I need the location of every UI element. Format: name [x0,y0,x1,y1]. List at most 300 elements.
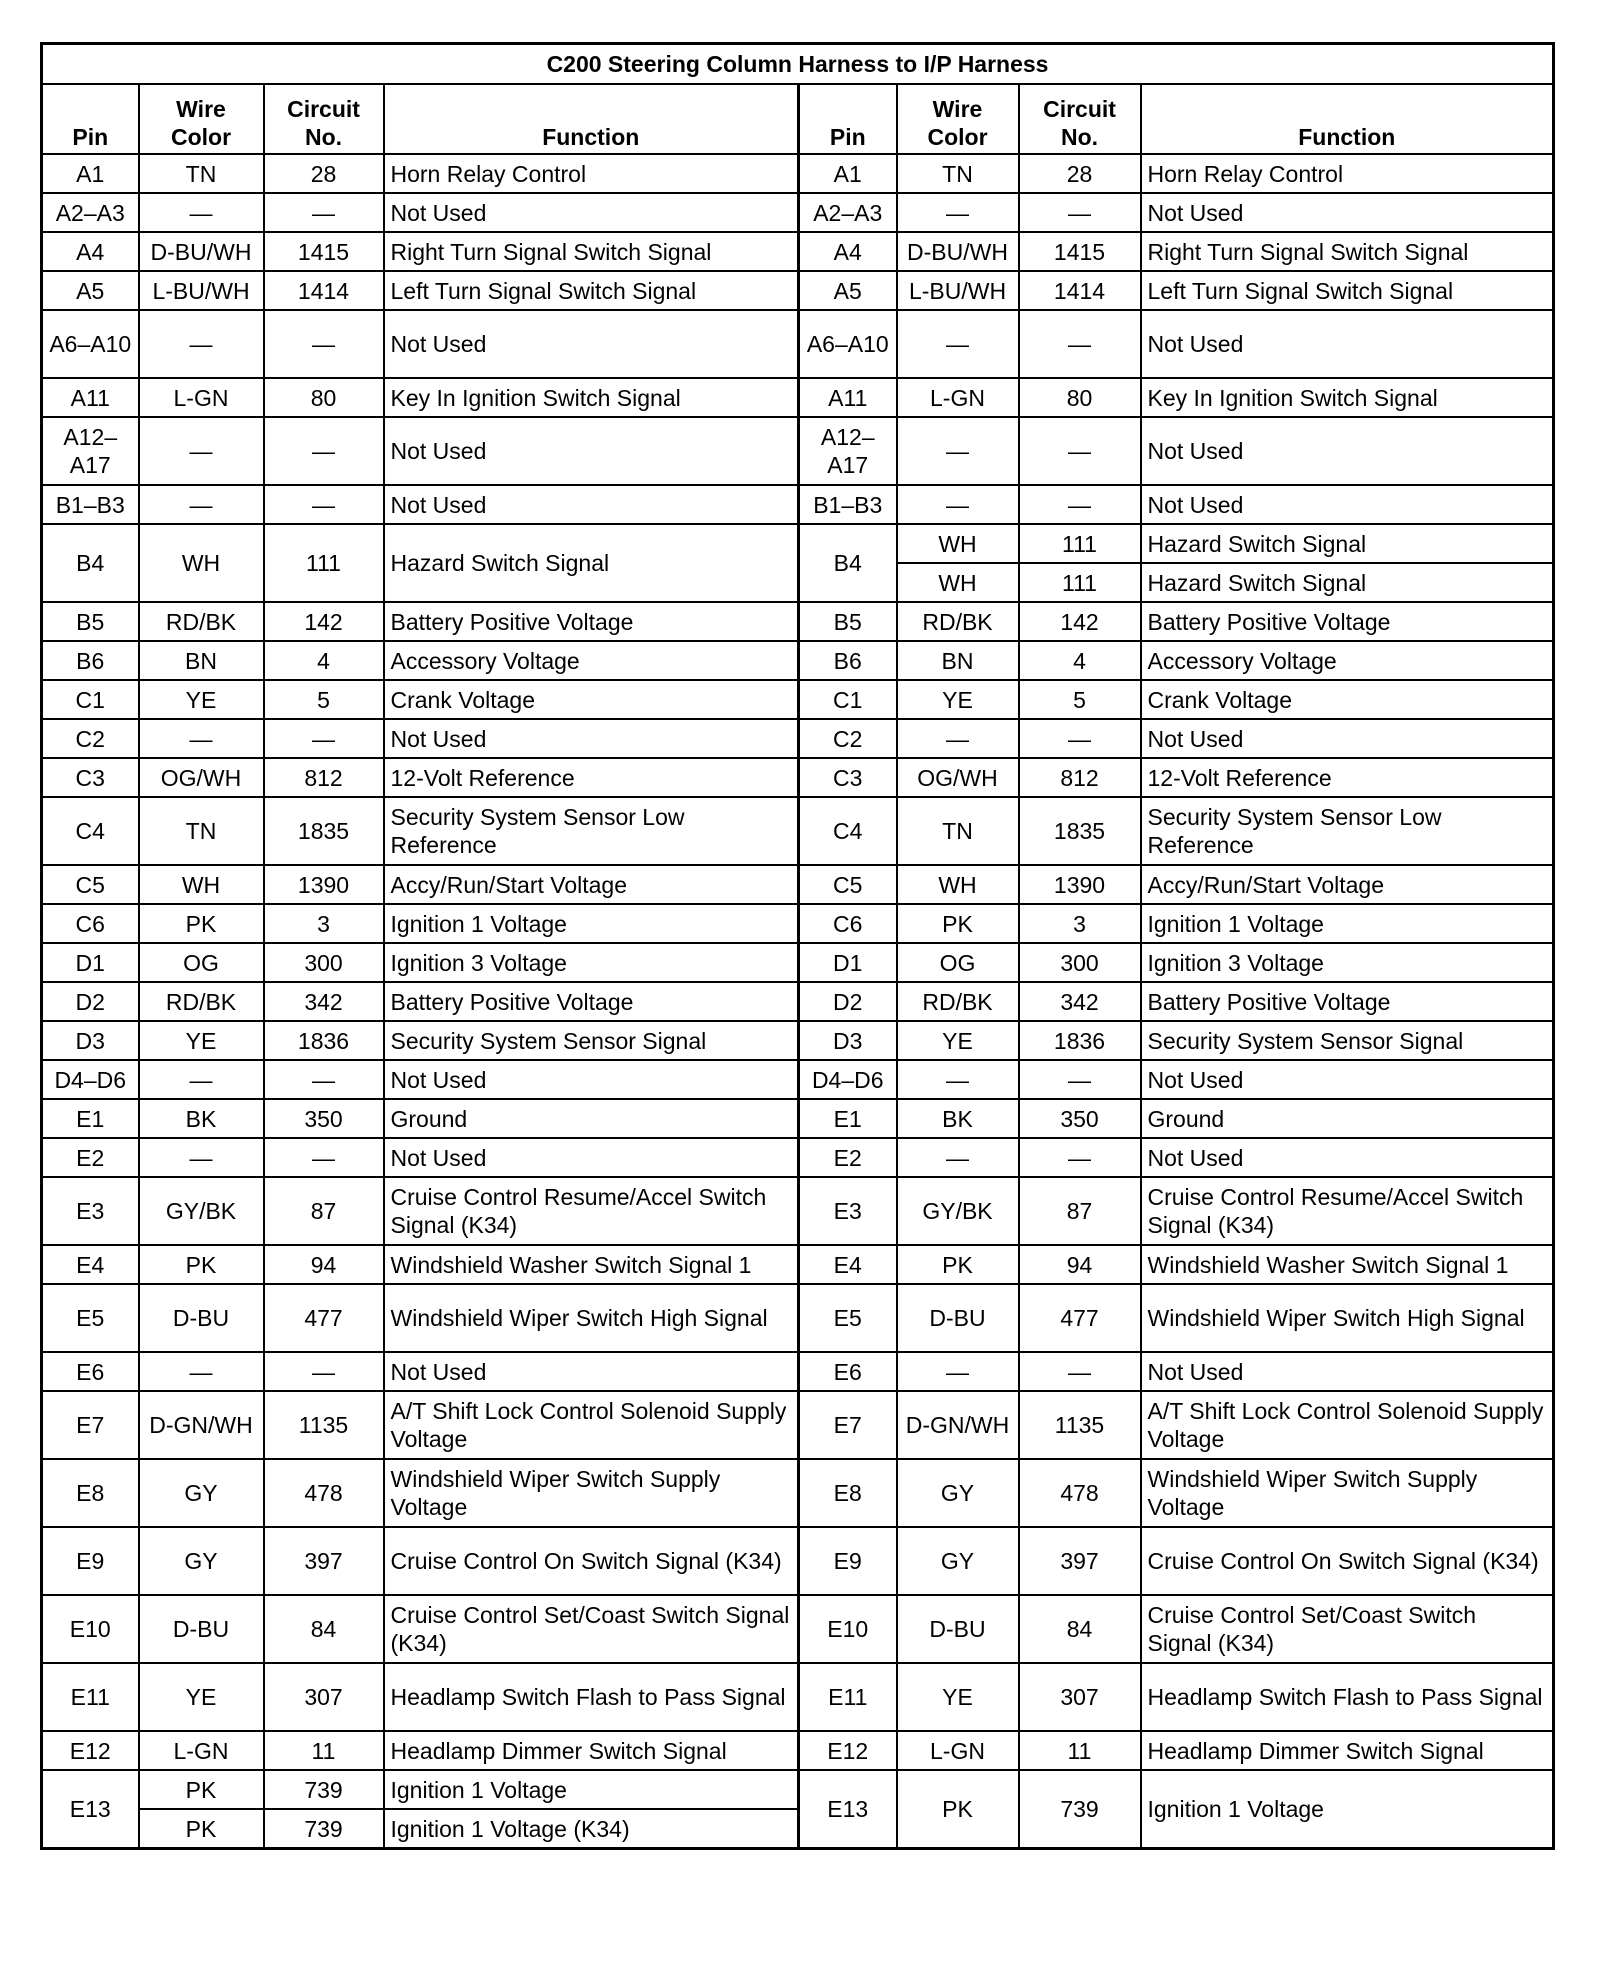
table-row [42,232,1554,271]
function-cell: Crank Voltage [1141,680,1554,719]
pin-cell: E7 [42,1391,139,1459]
wire-color-cell: YE [139,1021,264,1060]
function-cell: Windshield Washer Switch Signal 1 [384,1245,799,1284]
wire-color-cell: WH [897,563,1019,602]
header-function: Function [384,84,799,154]
table-row [42,524,1554,563]
wire-color-cell: TN [897,154,1019,193]
function-cell: Ground [384,1099,799,1138]
pin-cell: D2 [799,982,897,1021]
wire-color-cell: — [897,417,1019,485]
circuit-cell: 1390 [1019,865,1141,904]
pin-cell: E8 [799,1459,897,1527]
wire-color-cell: — [139,1060,264,1099]
pin-cell: A4 [42,232,139,271]
function-cell: Security System Sensor Signal [1141,1021,1554,1060]
table-row [42,865,1554,904]
circuit-cell: 478 [264,1459,384,1527]
pin-cell: A2–A3 [799,193,897,232]
function-cell: Horn Relay Control [384,154,799,193]
circuit-cell: 1835 [264,797,384,865]
circuit-cell: 80 [1019,378,1141,417]
pin-cell: C4 [799,797,897,865]
pinout-sheet [40,42,1552,1850]
circuit-cell: — [1019,193,1141,232]
wire-color-cell: GY/BK [897,1177,1019,1245]
pin-cell: E3 [799,1177,897,1245]
header-circuit-no: Circuit No. [1019,84,1141,154]
circuit-cell: 5 [1019,680,1141,719]
pin-cell: E6 [42,1352,139,1391]
pin-cell: E11 [799,1663,897,1731]
function-cell: Battery Positive Voltage [384,602,799,641]
pin-cell: E4 [42,1245,139,1284]
wire-color-cell: WH [897,865,1019,904]
table-row [42,1595,1554,1663]
header-pin: Pin [42,84,139,154]
function-cell: Hazard Switch Signal [1141,563,1554,602]
wire-color-cell: WH [139,524,264,602]
wire-color-cell: — [897,719,1019,758]
function-cell: Cruise Control Set/Coast Switch Signal (K34) [1141,1595,1554,1663]
wire-color-cell: BK [139,1099,264,1138]
table-row [42,943,1554,982]
wire-color-cell: — [139,417,264,485]
circuit-cell: 87 [1019,1177,1141,1245]
wire-color-cell: TN [139,154,264,193]
circuit-cell: 1835 [1019,797,1141,865]
wire-color-cell: PK [897,1245,1019,1284]
wire-color-cell: — [139,719,264,758]
pin-cell: B6 [799,641,897,680]
function-cell: Cruise Control Resume/Accel Switch Signal (K34) [1141,1177,1554,1245]
function-cell: Windshield Wiper Switch High Signal [1141,1284,1554,1352]
function-cell: Not Used [1141,417,1554,485]
pin-cell: B5 [42,602,139,641]
wire-color-cell: D-BU [897,1595,1019,1663]
pin-cell: B4 [42,524,139,602]
wire-color-cell: YE [897,1663,1019,1731]
circuit-cell: — [1019,1060,1141,1099]
table-row [42,680,1554,719]
circuit-cell: — [1019,485,1141,524]
pin-cell: E12 [799,1731,897,1770]
pin-cell: E8 [42,1459,139,1527]
table-row [42,1245,1554,1284]
pin-cell: C5 [42,865,139,904]
table-row [42,1770,1554,1809]
function-cell: Windshield Washer Switch Signal 1 [1141,1245,1554,1284]
circuit-cell: 350 [264,1099,384,1138]
function-cell: Ignition 1 Voltage [384,1770,799,1809]
circuit-cell: 3 [1019,904,1141,943]
circuit-cell: 342 [1019,982,1141,1021]
table-row [42,758,1554,797]
table-row [42,271,1554,310]
function-cell: Cruise Control On Switch Signal (K34) [384,1527,799,1595]
wire-color-cell: D-BU/WH [897,232,1019,271]
function-cell: Security System Sensor Low Reference [384,797,799,865]
wire-color-cell: TN [139,797,264,865]
table-row [42,797,1554,865]
function-cell: Headlamp Switch Flash to Pass Signal [384,1663,799,1731]
circuit-cell: 28 [1019,154,1141,193]
pin-cell: B1–B3 [799,485,897,524]
function-cell: Not Used [1141,485,1554,524]
circuit-cell: — [264,485,384,524]
pin-cell: B4 [799,524,897,602]
table-title: C200 Steering Column Harness to I/P Harness [42,44,1554,85]
table-row [42,1527,1554,1595]
wire-color-cell: L-BU/WH [897,271,1019,310]
circuit-cell: — [264,1352,384,1391]
pin-cell: E10 [42,1595,139,1663]
function-cell: Windshield Wiper Switch Supply Voltage [1141,1459,1554,1527]
circuit-cell: 80 [264,378,384,417]
wire-color-cell: PK [139,1770,264,1809]
wire-color-cell: OG [139,943,264,982]
table-row [42,1459,1554,1527]
pin-cell: C6 [799,904,897,943]
pin-cell: D2 [42,982,139,1021]
circuit-cell: 11 [1019,1731,1141,1770]
function-cell: Cruise Control Resume/Accel Switch Signal (K34) [384,1177,799,1245]
wire-color-cell: L-GN [897,378,1019,417]
pin-cell: D3 [42,1021,139,1060]
wire-color-cell: WH [897,524,1019,563]
header-pin: Pin [799,84,897,154]
header-wire-color: Wire Color [897,84,1019,154]
pin-cell: D4–D6 [42,1060,139,1099]
function-cell: Hazard Switch Signal [384,524,799,602]
wire-color-cell: GY [897,1527,1019,1595]
circuit-cell: — [1019,310,1141,378]
function-cell: Not Used [384,193,799,232]
wire-color-cell: OG/WH [897,758,1019,797]
function-cell: Not Used [384,1060,799,1099]
table-row [42,1177,1554,1245]
circuit-cell: 739 [264,1809,384,1849]
function-cell: Not Used [1141,1060,1554,1099]
function-cell: Ground [1141,1099,1554,1138]
function-cell: Cruise Control On Switch Signal (K34) [1141,1527,1554,1595]
wire-color-cell: L-BU/WH [139,271,264,310]
function-cell: Headlamp Dimmer Switch Signal [384,1731,799,1770]
function-cell: 12-Volt Reference [384,758,799,797]
circuit-cell: — [264,193,384,232]
pin-cell: C2 [42,719,139,758]
wire-color-cell: PK [139,1809,264,1849]
wire-color-cell: TN [897,797,1019,865]
function-cell: Not Used [1141,1138,1554,1177]
table-row [42,485,1554,524]
function-cell: Security System Sensor Signal [384,1021,799,1060]
function-cell: Ignition 1 Voltage [1141,904,1554,943]
wire-color-cell: — [139,1138,264,1177]
pinout-rows [42,154,1554,1849]
circuit-cell: 5 [264,680,384,719]
wire-color-cell: — [139,485,264,524]
function-cell: Accessory Voltage [1141,641,1554,680]
circuit-cell: 397 [264,1527,384,1595]
function-cell: Not Used [1141,310,1554,378]
function-cell: Not Used [1141,1352,1554,1391]
pin-cell: B6 [42,641,139,680]
circuit-cell: 1135 [1019,1391,1141,1459]
pin-cell: A12–A17 [799,417,897,485]
circuit-cell: 1414 [1019,271,1141,310]
pin-cell: E5 [42,1284,139,1352]
wire-color-cell: D-BU [897,1284,1019,1352]
pin-cell: E1 [799,1099,897,1138]
pin-cell: D4–D6 [799,1060,897,1099]
function-cell: Cruise Control Set/Coast Switch Signal (K34) [384,1595,799,1663]
pin-cell: E10 [799,1595,897,1663]
pin-cell: C1 [799,680,897,719]
function-cell: Battery Positive Voltage [384,982,799,1021]
circuit-cell: 342 [264,982,384,1021]
function-cell: Security System Sensor Low Reference [1141,797,1554,865]
function-cell: Not Used [1141,719,1554,758]
pin-cell: A1 [42,154,139,193]
function-cell: Ignition 3 Voltage [384,943,799,982]
pin-cell: E9 [799,1527,897,1595]
circuit-cell: 84 [1019,1595,1141,1663]
wire-color-cell: GY/BK [139,1177,264,1245]
pin-cell: A11 [42,378,139,417]
function-cell: Horn Relay Control [1141,154,1554,193]
function-cell: Not Used [384,719,799,758]
function-cell: Left Turn Signal Switch Signal [1141,271,1554,310]
circuit-cell: 84 [264,1595,384,1663]
wire-color-cell: GY [139,1459,264,1527]
header-circuit-no: Circuit No. [264,84,384,154]
function-cell: Right Turn Signal Switch Signal [384,232,799,271]
pin-cell: D1 [42,943,139,982]
pin-cell: E12 [42,1731,139,1770]
circuit-cell: 87 [264,1177,384,1245]
function-cell: Ignition 1 Voltage (K34) [384,1809,799,1849]
pin-cell: C3 [799,758,897,797]
pin-cell: D3 [799,1021,897,1060]
wire-color-cell: — [139,193,264,232]
wire-color-cell: — [897,1138,1019,1177]
table-row [42,154,1554,193]
function-cell: Headlamp Dimmer Switch Signal [1141,1731,1554,1770]
wire-color-cell: YE [139,1663,264,1731]
wire-color-cell: PK [139,1245,264,1284]
function-cell: Crank Voltage [384,680,799,719]
pin-cell: A1 [799,154,897,193]
circuit-cell: 94 [1019,1245,1141,1284]
connector-pinout-table [40,42,1555,1850]
wire-color-cell: D-BU/WH [139,232,264,271]
table-row [42,982,1554,1021]
function-cell: Accy/Run/Start Voltage [1141,865,1554,904]
function-cell: Battery Positive Voltage [1141,602,1554,641]
wire-color-cell: OG/WH [139,758,264,797]
header-function: Function [1141,84,1554,154]
wire-color-cell: D-BU [139,1595,264,1663]
wire-color-cell: RD/BK [897,602,1019,641]
pin-cell: C4 [42,797,139,865]
wire-color-cell: BN [897,641,1019,680]
function-cell: Windshield Wiper Switch Supply Voltage [384,1459,799,1527]
circuit-cell: 739 [264,1770,384,1809]
circuit-cell: 94 [264,1245,384,1284]
wire-color-cell: — [897,310,1019,378]
circuit-cell: 477 [264,1284,384,1352]
circuit-cell: 478 [1019,1459,1141,1527]
wire-color-cell: GY [139,1527,264,1595]
circuit-cell: 1135 [264,1391,384,1459]
pin-cell: A6–A10 [42,310,139,378]
circuit-cell: 142 [1019,602,1141,641]
wire-color-cell: — [897,1060,1019,1099]
function-cell: Not Used [384,485,799,524]
wire-color-cell: — [139,1352,264,1391]
wire-color-cell: GY [897,1459,1019,1527]
circuit-cell: 307 [264,1663,384,1731]
pin-cell: A2–A3 [42,193,139,232]
table-row [42,602,1554,641]
circuit-cell: 28 [264,154,384,193]
pin-cell: E3 [42,1177,139,1245]
circuit-cell: — [1019,417,1141,485]
table-row [42,1391,1554,1459]
table-row [42,719,1554,758]
circuit-cell: 3 [264,904,384,943]
circuit-cell: 812 [264,758,384,797]
circuit-cell: 111 [264,524,384,602]
wire-color-cell: — [897,485,1019,524]
wire-color-cell: BK [897,1099,1019,1138]
circuit-cell: 11 [264,1731,384,1770]
circuit-cell: — [264,310,384,378]
wire-color-cell: L-GN [139,378,264,417]
pin-cell: A6–A10 [799,310,897,378]
circuit-cell: 4 [1019,641,1141,680]
circuit-cell: — [264,417,384,485]
pin-cell: E13 [42,1770,139,1849]
function-cell: A/T Shift Lock Control Solenoid Supply Voltage [384,1391,799,1459]
circuit-cell: 739 [1019,1770,1141,1849]
pin-cell: C6 [42,904,139,943]
table-row [42,904,1554,943]
wire-color-cell: — [897,193,1019,232]
circuit-cell: 1414 [264,271,384,310]
circuit-cell: 397 [1019,1527,1141,1595]
wire-color-cell: RD/BK [139,602,264,641]
table-row [42,1099,1554,1138]
circuit-cell: 111 [1019,524,1141,563]
circuit-cell: — [1019,719,1141,758]
table-row [42,1731,1554,1770]
circuit-cell: — [1019,1352,1141,1391]
table-row [42,1060,1554,1099]
circuit-cell: 477 [1019,1284,1141,1352]
table-row [42,417,1554,485]
table-row [42,1284,1554,1352]
circuit-cell: 1836 [264,1021,384,1060]
pin-cell: E9 [42,1527,139,1595]
function-cell: Ignition 1 Voltage [1141,1770,1554,1849]
wire-color-cell: PK [897,904,1019,943]
circuit-cell: 1415 [264,232,384,271]
pin-cell: E2 [799,1138,897,1177]
pin-cell: E7 [799,1391,897,1459]
pin-cell: A4 [799,232,897,271]
function-cell: Ignition 3 Voltage [1141,943,1554,982]
wire-color-cell: YE [139,680,264,719]
function-cell: A/T Shift Lock Control Solenoid Supply Voltage [1141,1391,1554,1459]
function-cell: Accessory Voltage [384,641,799,680]
pin-cell: A5 [42,271,139,310]
function-cell: Windshield Wiper Switch High Signal [384,1284,799,1352]
function-cell: Headlamp Switch Flash to Pass Signal [1141,1663,1554,1731]
pin-cell: E4 [799,1245,897,1284]
circuit-cell: — [1019,1138,1141,1177]
function-cell: Not Used [384,1138,799,1177]
wire-color-cell: PK [897,1770,1019,1849]
pin-cell: C5 [799,865,897,904]
pin-cell: D1 [799,943,897,982]
circuit-cell: 111 [1019,563,1141,602]
wire-color-cell: WH [139,865,264,904]
pin-cell: B5 [799,602,897,641]
pin-cell: C1 [42,680,139,719]
wire-color-cell: YE [897,680,1019,719]
function-cell: Ignition 1 Voltage [384,904,799,943]
circuit-cell: — [264,1060,384,1099]
circuit-cell: — [264,719,384,758]
circuit-cell: 1836 [1019,1021,1141,1060]
function-cell: 12-Volt Reference [1141,758,1554,797]
wire-color-cell: OG [897,943,1019,982]
table-row [42,378,1554,417]
wire-color-cell: L-GN [897,1731,1019,1770]
function-cell: Not Used [384,417,799,485]
wire-color-cell: YE [897,1021,1019,1060]
function-cell: Left Turn Signal Switch Signal [384,271,799,310]
circuit-cell: 300 [1019,943,1141,982]
pin-cell: C3 [42,758,139,797]
wire-color-cell: D-GN/WH [897,1391,1019,1459]
circuit-cell: — [264,1138,384,1177]
function-cell: Not Used [384,1352,799,1391]
table-row [42,310,1554,378]
pin-cell: C2 [799,719,897,758]
pin-cell: E6 [799,1352,897,1391]
wire-color-cell: D-BU [139,1284,264,1352]
function-cell: Not Used [1141,193,1554,232]
wire-color-cell: RD/BK [139,982,264,1021]
wire-color-cell: BN [139,641,264,680]
function-cell: Not Used [384,310,799,378]
function-cell: Key In Ignition Switch Signal [384,378,799,417]
wire-color-cell: PK [139,904,264,943]
wire-color-cell: RD/BK [897,982,1019,1021]
header-wire-color: Wire Color [139,84,264,154]
function-cell: Right Turn Signal Switch Signal [1141,232,1554,271]
pin-cell: E5 [799,1284,897,1352]
function-cell: Hazard Switch Signal [1141,524,1554,563]
table-row [42,1352,1554,1391]
pin-cell: E13 [799,1770,897,1849]
circuit-cell: 350 [1019,1099,1141,1138]
pin-cell: E11 [42,1663,139,1731]
pin-cell: B1–B3 [42,485,139,524]
